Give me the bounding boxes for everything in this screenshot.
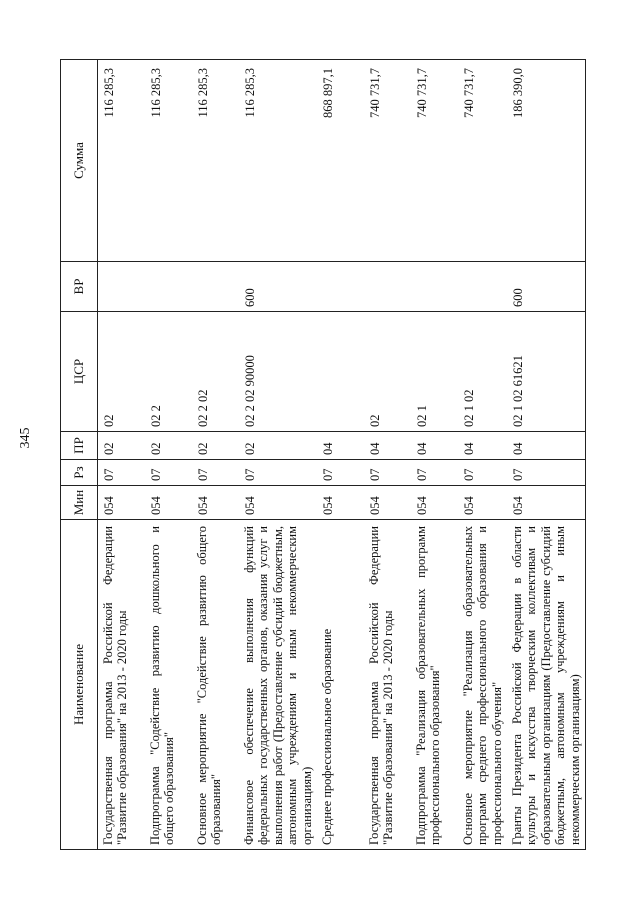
table-row [98,60,146,850]
cell-rz: 07 [364,460,411,486]
budget-table-rotated [60,60,580,850]
cell-name: Государственная программа Российской Федерации "Развитие образования" на 2013 - 2020 годы [98,520,146,850]
cell-rz: 07 [145,460,192,486]
cell-min: 054 [364,486,411,520]
cell-vr [145,262,192,312]
cell-min: 054 [317,486,364,520]
cell-csr: 02 [98,312,146,432]
cell-min: 054 [239,486,317,520]
cell-vr [317,262,364,312]
cell-csr: 02 2 02 [192,312,239,432]
cell-sum: 116 285,3 [239,60,317,262]
cell-vr [458,262,507,312]
cell-vr [98,262,146,312]
table-row [507,60,585,850]
cell-min: 054 [411,486,458,520]
cell-min: 054 [458,486,507,520]
cell-vr: 600 [239,262,317,312]
cell-name: Основное мероприятие "Содействие развитию общего образования" [192,520,239,850]
cell-pr: 04 [364,432,411,460]
budget-table [60,59,586,850]
header-min: Мин [61,486,98,520]
cell-rz: 07 [458,460,507,486]
cell-name: Среднее профессиональное образование [317,520,364,850]
cell-csr: 02 1 02 [458,312,507,432]
table-header-row [61,60,98,850]
cell-sum: 740 731,7 [364,60,411,262]
cell-sum: 740 731,7 [411,60,458,262]
cell-pr: 04 [507,432,585,460]
cell-sum: 116 285,3 [192,60,239,262]
cell-name: Государственная программа Российской Федерации "Развитие образования" на 2013 - 2020 годы [364,520,411,850]
cell-rz: 07 [411,460,458,486]
cell-rz: 07 [507,460,585,486]
cell-csr: 02 [364,312,411,432]
cell-min: 054 [98,486,146,520]
cell-sum: 116 285,3 [98,60,146,262]
cell-name: Подпрограмма "Содействие развитию дошкольного и общего образования" [145,520,192,850]
page-number: 345 [18,427,33,449]
header-pr: ПР [61,432,98,460]
cell-csr: 02 1 [411,312,458,432]
cell-vr [364,262,411,312]
cell-rz: 07 [192,460,239,486]
cell-pr: 02 [145,432,192,460]
cell-name: Подпрограмма "Реализация образовательных программ профессионального образования" [411,520,458,850]
cell-pr: 02 [192,432,239,460]
table-row [411,60,458,850]
table-row [364,60,411,850]
table-row [458,60,507,850]
cell-pr: 04 [458,432,507,460]
cell-name: Финансовое обеспечение выполнения функций федеральных государственных органов, оказания услуг и выполнения работ (Предоставление субсидий бюджетным, автономным учреждениям и иным некоммерческим организациям) [239,520,317,850]
cell-min: 054 [192,486,239,520]
header-sum: Сумма [61,60,98,262]
cell-rz: 07 [239,460,317,486]
cell-pr: 02 [239,432,317,460]
cell-sum: 186 390,0 [507,60,585,262]
header-name: Наименование [61,520,98,850]
cell-sum: 740 731,7 [458,60,507,262]
header-rz: Рз [61,460,98,486]
cell-csr: 02 1 02 61621 [507,312,585,432]
table-row [145,60,192,850]
cell-sum: 868 897,1 [317,60,364,262]
cell-pr: 04 [411,432,458,460]
table-row [317,60,364,850]
cell-name: Гранты Президента Российской Федерации в области культуры и искусства творческим коллективам и образовательным организациям (Предоставление субсидий бюджетным, автономным учреждениям и иным некоммерческим организациям) [507,520,585,850]
cell-vr [192,262,239,312]
cell-sum: 116 285,3 [145,60,192,262]
cell-csr: 02 2 02 90000 [239,312,317,432]
cell-min: 054 [507,486,585,520]
cell-pr: 02 [98,432,146,460]
cell-vr: 600 [507,262,585,312]
cell-vr [411,262,458,312]
header-vr: ВР [61,262,98,312]
cell-rz: 07 [98,460,146,486]
cell-pr: 04 [317,432,364,460]
table-body [98,60,586,850]
cell-csr: 02 2 [145,312,192,432]
header-csr: ЦСР [61,312,98,432]
table-row [192,60,239,850]
table-row [239,60,317,850]
cell-rz: 07 [317,460,364,486]
cell-min: 054 [145,486,192,520]
cell-name: Основное мероприятие "Реализация образовательных программ среднего профессионального образования и профессионального обучения" [458,520,507,850]
cell-csr [317,312,364,432]
